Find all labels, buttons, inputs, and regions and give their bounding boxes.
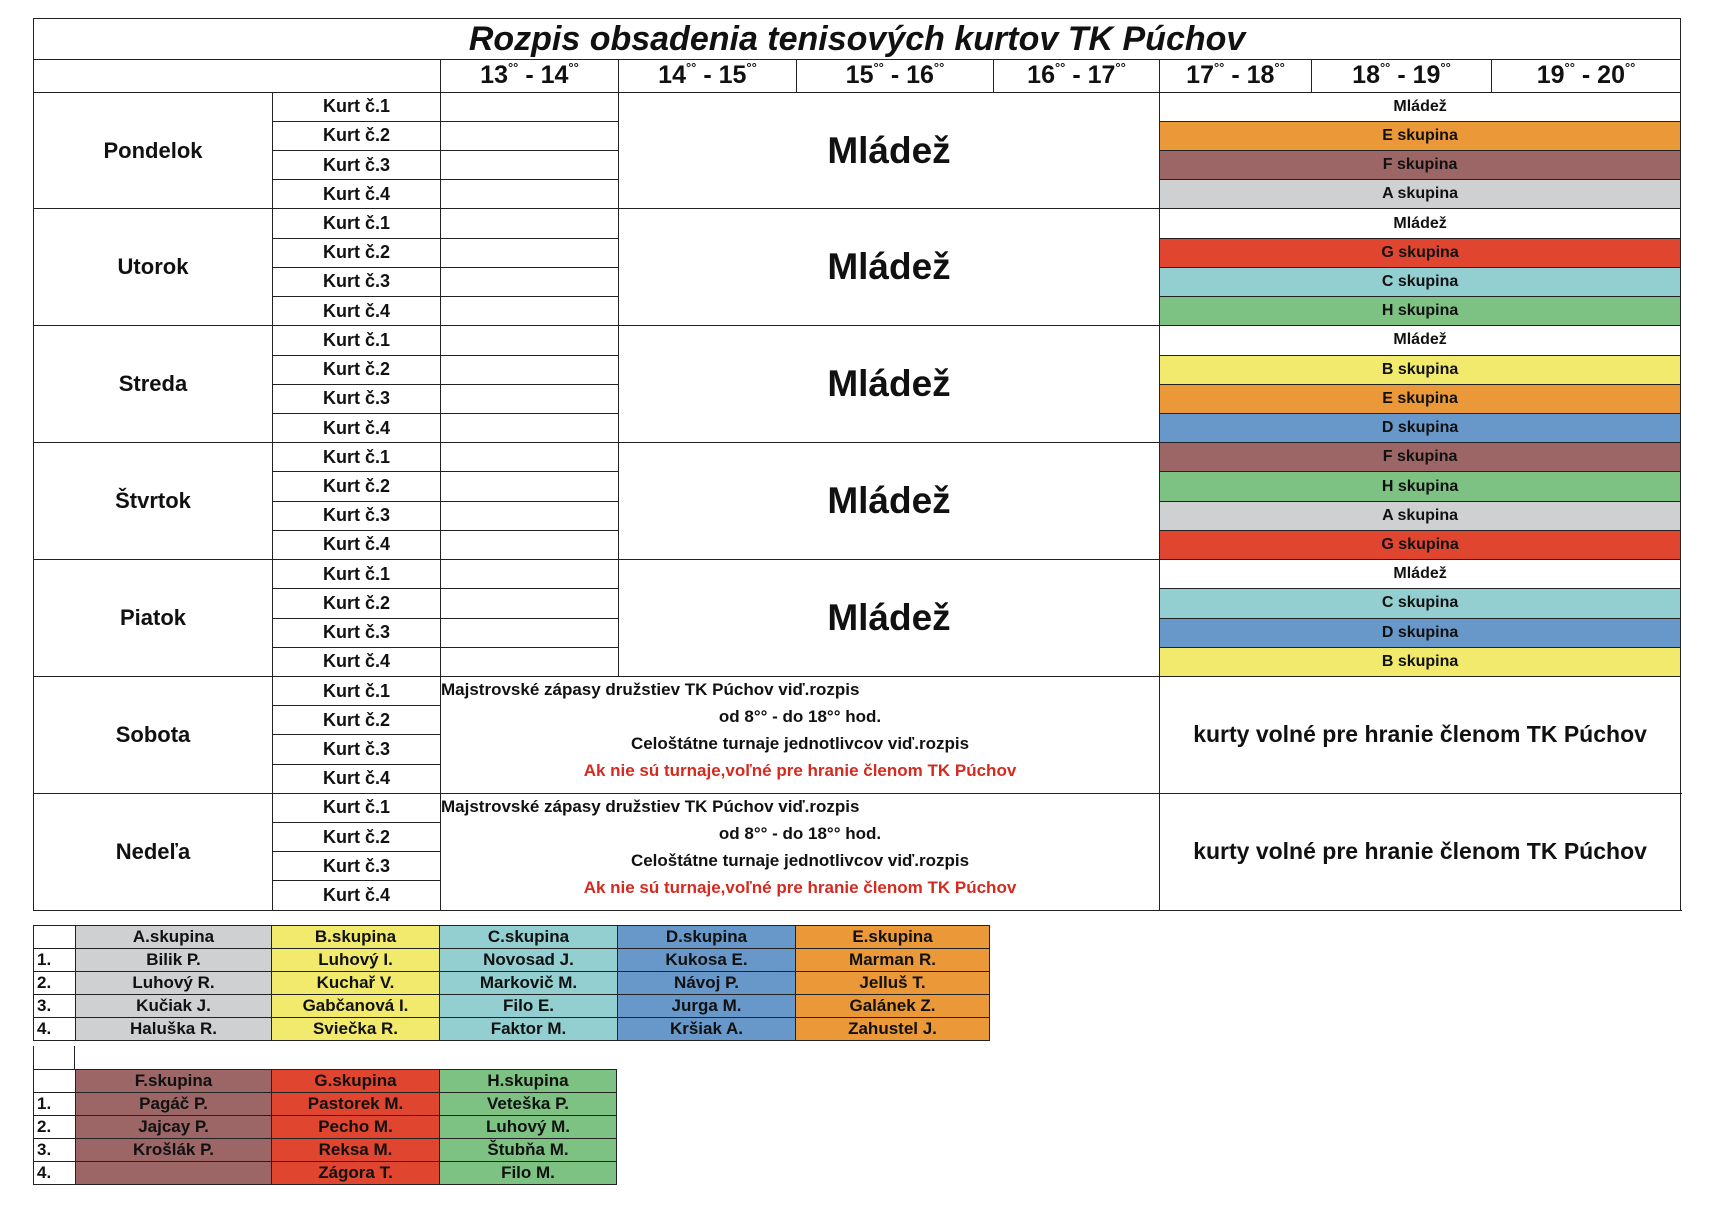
court-row: [34, 92, 1681, 121]
evening-slot: D skupina: [1160, 618, 1681, 647]
group-member: Pecho M.: [272, 1116, 440, 1139]
weekend-note-line: Celoštátne turnaje jednotlivcov viď.rozpis: [630, 734, 970, 754]
legend-header-row: [34, 926, 990, 949]
group-member: Pagáč P.: [76, 1093, 272, 1116]
empty-slot-13-14: [441, 180, 619, 209]
empty-slot-13-14: [441, 267, 619, 296]
legend-member-row: [34, 1139, 617, 1162]
evening-slot: A skupina: [1160, 501, 1681, 530]
group-member: Veteška P.: [440, 1093, 617, 1116]
court-label: Kurt č.4: [273, 297, 441, 326]
court-label: Kurt č.2: [273, 589, 441, 618]
group-header: F.skupina: [76, 1070, 272, 1093]
group-member: Haluška R.: [76, 1018, 272, 1041]
legend-member-row: [34, 949, 990, 972]
legend-spacer: [33, 1046, 75, 1069]
evening-slot: B skupina: [1160, 355, 1681, 384]
time-header-empty: [34, 60, 441, 92]
court-label: Kurt č.4: [273, 413, 441, 442]
group-member: Markovič M.: [440, 972, 618, 995]
group-member: Jajcay P.: [76, 1116, 272, 1139]
weekend-note-line: Ak nie sú turnaje,voľné pre hranie členom TK Púchov: [583, 878, 1017, 898]
weekend-note-line: Majstrovské zápasy družstiev TK Púchov viď.rozpis: [441, 680, 860, 700]
group-member: Kršiak A.: [618, 1018, 796, 1041]
page-title: Rozpis obsadenia tenisových kurtov TK Púchov: [34, 19, 1681, 60]
time-end-minutes: °°: [746, 60, 757, 76]
group-header: C.skupina: [440, 926, 618, 949]
group-member: [76, 1162, 272, 1185]
schedule-table: [33, 18, 1681, 911]
legend-member-row: [34, 1018, 990, 1041]
group-member: Gabčanová I.: [272, 995, 440, 1018]
youth-block: Mládež: [619, 209, 1160, 326]
time-slot-header: [1312, 60, 1492, 92]
time-start: 13: [480, 61, 508, 90]
empty-slot-13-14: [441, 618, 619, 647]
weekend-note-line: Celoštátne turnaje jednotlivcov viď.rozpis: [630, 851, 970, 871]
empty-slot-13-14: [441, 238, 619, 267]
weekend-notes-list: [441, 677, 1159, 785]
court-label: Kurt č.4: [273, 530, 441, 559]
weekend-notes-list: [441, 794, 1159, 902]
court-label: Kurt č.3: [273, 735, 441, 764]
group-member: Kučiak J.: [76, 995, 272, 1018]
evening-slot: G skupina: [1160, 530, 1681, 559]
day-name: Štvrtok: [34, 443, 273, 560]
empty-slot-13-14: [441, 355, 619, 384]
member-number: 2.: [34, 1116, 76, 1139]
time-end-minutes: °°: [1440, 60, 1451, 76]
time-start: 17: [1186, 61, 1214, 90]
time-end-minutes: °°: [1274, 60, 1285, 76]
court-row: [34, 560, 1681, 589]
time-end: 19: [1412, 61, 1441, 90]
court-label: Kurt č.3: [273, 384, 441, 413]
free-courts-text: kurty volné pre hranie členom TK Púchov: [1160, 676, 1681, 793]
court-label: Kurt č.4: [273, 764, 441, 793]
empty-slot-13-14: [441, 209, 619, 238]
time-dash: -: [1224, 61, 1247, 90]
time-end-minutes: °°: [933, 60, 945, 76]
time-start-minutes: °°: [507, 60, 519, 76]
court-row: [34, 443, 1681, 472]
empty-slot-13-14: [441, 121, 619, 150]
time-slot-header: [1160, 60, 1312, 92]
time-slot-header: [619, 60, 797, 92]
weekend-note-line: Ak nie sú turnaje,voľné pre hranie členom TK Púchov: [583, 761, 1017, 781]
evening-slot: Mládež: [1160, 209, 1681, 238]
court-label: Kurt č.2: [273, 355, 441, 384]
weekend-note-line: Majstrovské zápasy družstiev TK Púchov viď.rozpis: [441, 797, 860, 817]
title-row: [34, 19, 1681, 60]
evening-slot: D skupina: [1160, 413, 1681, 442]
group-header: D.skupina: [618, 926, 796, 949]
time-start-minutes: °°: [1564, 60, 1575, 76]
member-number: 1.: [34, 949, 76, 972]
member-number: 3.: [34, 1139, 76, 1162]
legend-corner: [34, 1070, 76, 1093]
time-start: 15: [845, 61, 874, 90]
time-slot-header: [797, 60, 994, 92]
group-member: Štubňa M.: [440, 1139, 617, 1162]
weekend-notes: [441, 676, 1160, 793]
court-label: Kurt č.3: [273, 501, 441, 530]
legend-member-row: [34, 995, 990, 1018]
group-legend-table-2: [33, 1069, 617, 1185]
group-member: Zágora T.: [272, 1162, 440, 1185]
evening-slot: Mládež: [1160, 92, 1681, 121]
court-label: Kurt č.2: [273, 238, 441, 267]
court-label: Kurt č.1: [273, 92, 441, 121]
time-dash: -: [883, 61, 907, 90]
time-slot-header: [994, 60, 1160, 92]
empty-slot-13-14: [441, 472, 619, 501]
court-label: Kurt č.1: [273, 676, 441, 705]
time-end-minutes: °°: [1624, 60, 1636, 76]
legend-member-row: [34, 1162, 617, 1185]
court-label: Kurt č.2: [273, 706, 441, 735]
evening-slot: Mládež: [1160, 326, 1681, 355]
time-end: 20: [1597, 61, 1625, 90]
court-label: Kurt č.1: [273, 443, 441, 472]
court-label: Kurt č.4: [273, 881, 441, 911]
court-label: Kurt č.4: [273, 647, 441, 676]
group-header: E.skupina: [796, 926, 990, 949]
weekend-notes: [441, 793, 1160, 910]
day-name: Nedeľa: [34, 793, 273, 910]
court-label: Kurt č.3: [273, 618, 441, 647]
empty-slot-13-14: [441, 501, 619, 530]
time-start-minutes: °°: [1054, 60, 1066, 76]
member-number: 3.: [34, 995, 76, 1018]
evening-slot: H skupina: [1160, 472, 1681, 501]
group-member: Reksa M.: [272, 1139, 440, 1162]
court-row: [34, 676, 1681, 705]
time-dash: -: [518, 61, 541, 90]
court-label: Kurt č.1: [273, 209, 441, 238]
court-row: [34, 793, 1681, 822]
court-label: Kurt č.1: [273, 793, 441, 822]
time-start: 19: [1536, 61, 1565, 90]
time-end-minutes: °°: [568, 60, 579, 76]
evening-slot: C skupina: [1160, 589, 1681, 618]
empty-slot-13-14: [441, 92, 619, 121]
court-label: Kurt č.1: [273, 560, 441, 589]
group-member: Pastorek M.: [272, 1093, 440, 1116]
group-member: Faktor M.: [440, 1018, 618, 1041]
court-row: [34, 326, 1681, 355]
empty-slot-13-14: [441, 326, 619, 355]
day-name: Streda: [34, 326, 273, 443]
legend-member-row: [34, 1093, 617, 1116]
evening-slot: C skupina: [1160, 267, 1681, 296]
member-number: 4.: [34, 1018, 76, 1041]
court-label: Kurt č.2: [273, 472, 441, 501]
time-dash: -: [696, 61, 719, 90]
youth-block: Mládež: [619, 92, 1160, 209]
evening-slot: F skupina: [1160, 443, 1681, 472]
time-slot-header: [1492, 60, 1681, 92]
group-member: Luhový I.: [272, 949, 440, 972]
group-member: Luhový M.: [440, 1116, 617, 1139]
time-start: 18: [1352, 61, 1380, 90]
empty-slot-13-14: [441, 647, 619, 676]
legend-member-row: [34, 1116, 617, 1139]
member-number: 4.: [34, 1162, 76, 1185]
evening-slot: G skupina: [1160, 238, 1681, 267]
evening-slot: E skupina: [1160, 121, 1681, 150]
court-label: Kurt č.3: [273, 852, 441, 881]
court-label: Kurt č.2: [273, 121, 441, 150]
group-member: Marman R.: [796, 949, 990, 972]
empty-slot-13-14: [441, 413, 619, 442]
time-dash: -: [1390, 61, 1413, 90]
group-legend-table-1: [33, 925, 990, 1041]
time-start-minutes: °°: [685, 60, 697, 76]
weekend-note-line: od 8°° - do 18°° hod.: [718, 707, 882, 727]
member-number: 1.: [34, 1093, 76, 1116]
empty-slot-13-14: [441, 589, 619, 618]
group-member: Sviečka R.: [272, 1018, 440, 1041]
time-end: 17: [1087, 61, 1116, 90]
youth-block: Mládež: [619, 326, 1160, 443]
court-row: [34, 209, 1681, 238]
time-dash: -: [1574, 61, 1598, 90]
time-start: 14: [658, 61, 686, 90]
time-end: 15: [718, 61, 747, 90]
group-header: B.skupina: [272, 926, 440, 949]
court-label: Kurt č.1: [273, 326, 441, 355]
time-end: 18: [1246, 61, 1275, 90]
group-member: Jelluš T.: [796, 972, 990, 995]
court-label: Kurt č.3: [273, 151, 441, 180]
evening-slot: B skupina: [1160, 647, 1681, 676]
time-end: 16: [906, 61, 934, 90]
time-start: 16: [1027, 61, 1055, 90]
evening-slot: A skupina: [1160, 180, 1681, 209]
youth-block: Mládež: [619, 560, 1160, 677]
group-member: Galánek Z.: [796, 995, 990, 1018]
schedule-table-wrapper: [33, 18, 1680, 911]
group-member: Novosad J.: [440, 949, 618, 972]
legend-member-row: [34, 972, 990, 995]
member-number: 2.: [34, 972, 76, 995]
time-start-minutes: °°: [873, 60, 884, 76]
empty-slot-13-14: [441, 151, 619, 180]
group-member: Filo M.: [440, 1162, 617, 1185]
group-header: A.skupina: [76, 926, 272, 949]
group-member: Krošlák P.: [76, 1139, 272, 1162]
empty-slot-13-14: [441, 443, 619, 472]
group-member: Jurga M.: [618, 995, 796, 1018]
day-name: Pondelok: [34, 92, 273, 209]
day-name: Piatok: [34, 560, 273, 677]
time-header-row: [34, 60, 1681, 92]
legend-corner: [34, 926, 76, 949]
youth-block: Mládež: [619, 443, 1160, 560]
evening-slot: H skupina: [1160, 297, 1681, 326]
group-member: Kuchař V.: [272, 972, 440, 995]
group-member: Filo E.: [440, 995, 618, 1018]
court-label: Kurt č.2: [273, 823, 441, 852]
court-label: Kurt č.3: [273, 267, 441, 296]
weekend-note-line: od 8°° - do 18°° hod.: [718, 824, 882, 844]
court-label: Kurt č.4: [273, 180, 441, 209]
group-header: G.skupina: [272, 1070, 440, 1093]
group-member: Kukosa E.: [618, 949, 796, 972]
group-member: Bilik P.: [76, 949, 272, 972]
time-end-minutes: °°: [1115, 60, 1126, 76]
group-header: H.skupina: [440, 1070, 617, 1093]
group-member: Zahustel J.: [796, 1018, 990, 1041]
group-member: Luhový R.: [76, 972, 272, 995]
legend-header-row: [34, 1070, 617, 1093]
day-name: Utorok: [34, 209, 273, 326]
time-end: 14: [540, 61, 569, 90]
empty-slot-13-14: [441, 297, 619, 326]
evening-slot: E skupina: [1160, 384, 1681, 413]
day-name: Sobota: [34, 676, 273, 793]
evening-slot: F skupina: [1160, 151, 1681, 180]
time-dash: -: [1065, 61, 1088, 90]
time-start-minutes: °°: [1379, 60, 1391, 76]
group-member: Návoj P.: [618, 972, 796, 995]
free-courts-text: kurty volné pre hranie členom TK Púchov: [1160, 793, 1681, 910]
empty-slot-13-14: [441, 530, 619, 559]
empty-slot-13-14: [441, 384, 619, 413]
empty-slot-13-14: [441, 560, 619, 589]
time-start-minutes: °°: [1213, 60, 1225, 76]
evening-slot: Mládež: [1160, 560, 1681, 589]
time-slot-header: [441, 60, 619, 92]
